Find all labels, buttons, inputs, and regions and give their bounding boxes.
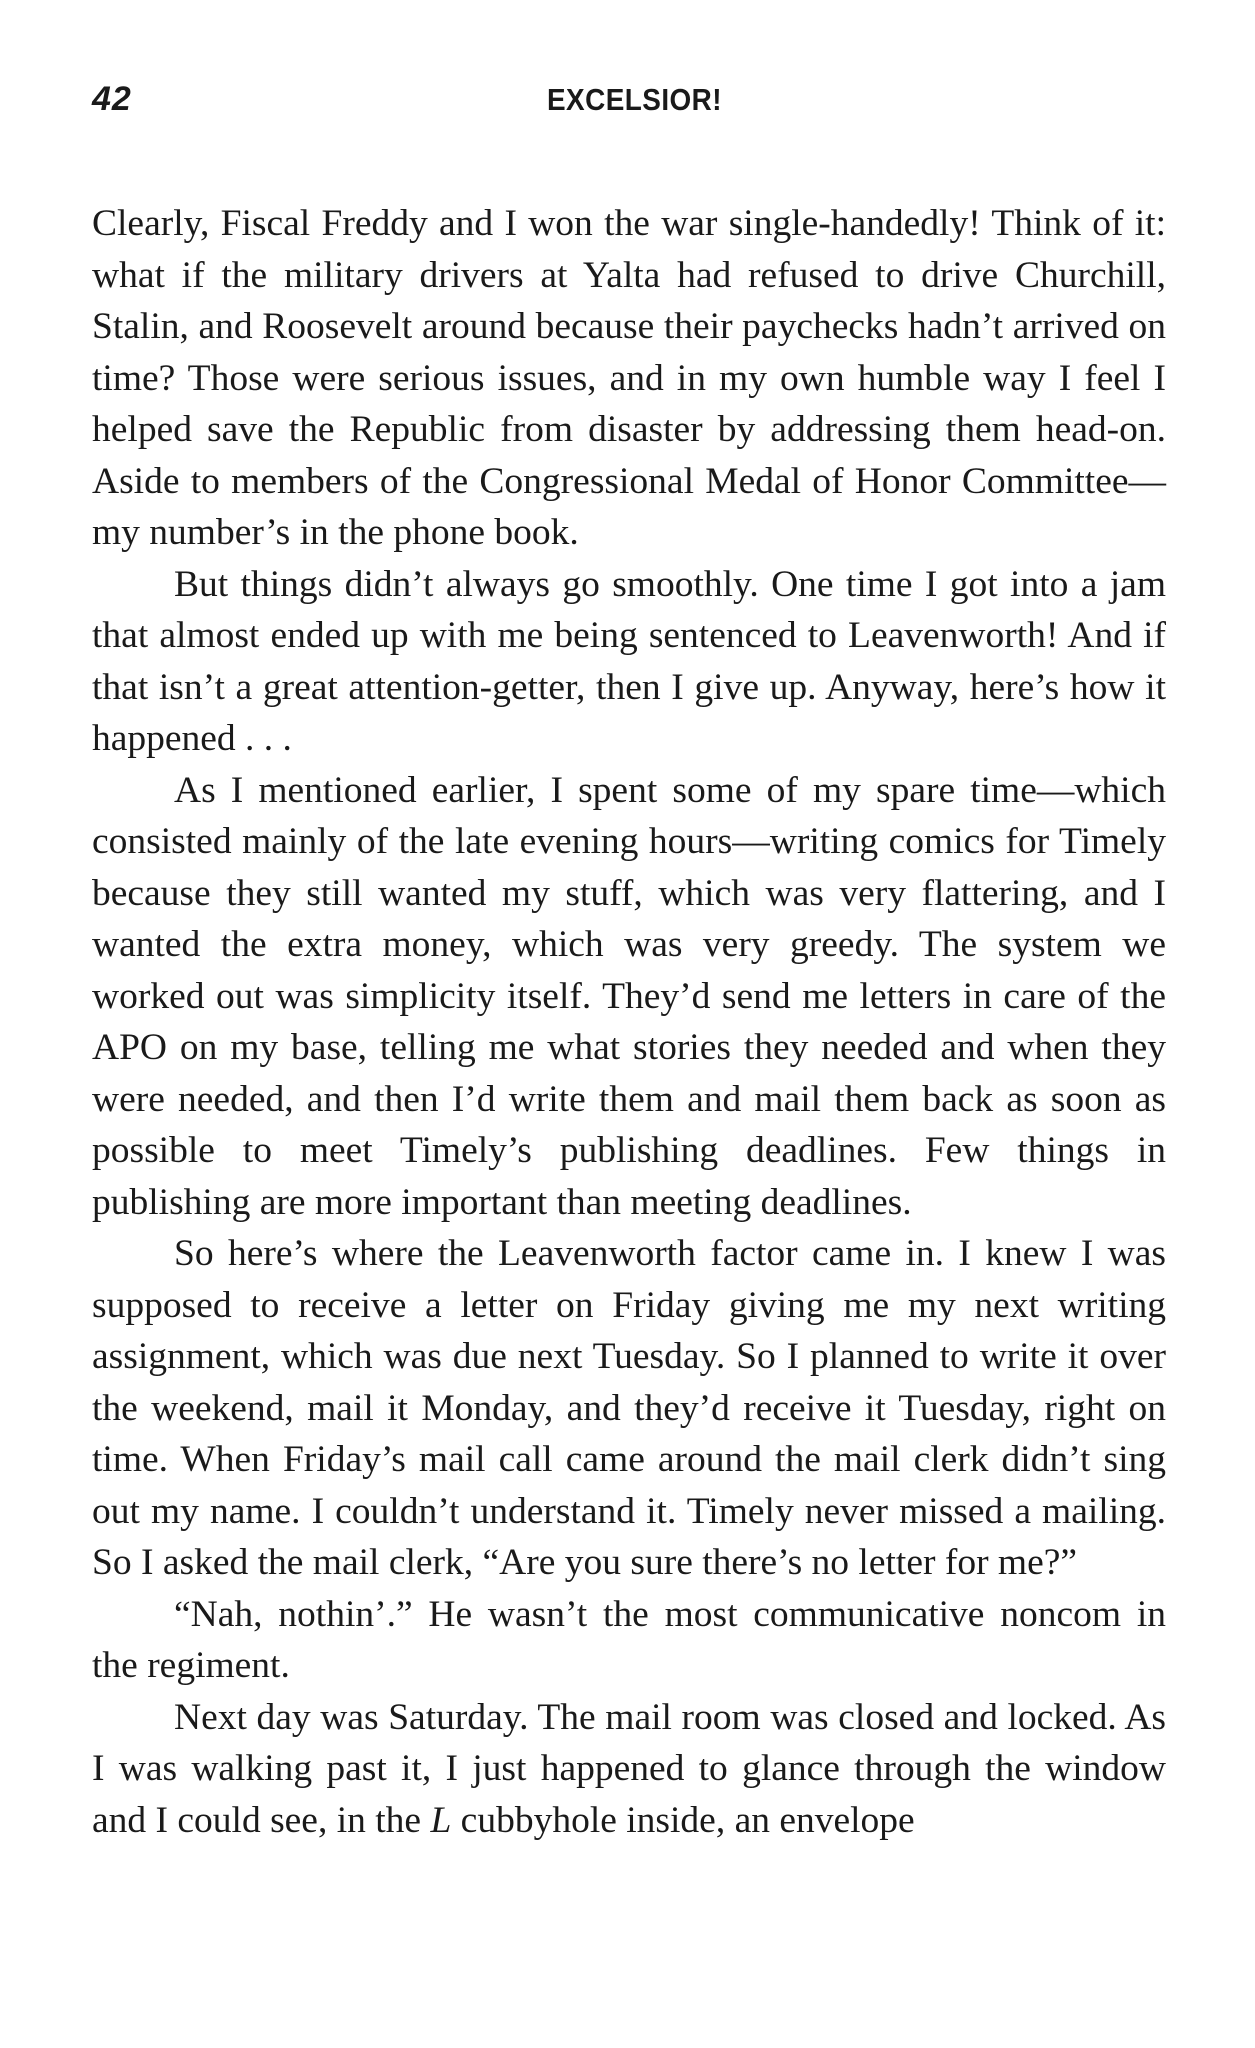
paragraph-6-emphasis: L <box>430 1799 452 1841</box>
running-header <box>92 80 1166 130</box>
paragraph-1: Clearly, Fiscal Freddy and I won the war single-handedly! Think of it: what if the military drivers at Yalta had refused to drive Churchill, Stalin, and Roosevelt around because their paychecks hadn’t arrived on time? Those were serious issues, and in my own humble way I feel I helped save the Republic from disaster by addressing them head-on. Aside to members of the Congressional Medal of Honor Committee—my number’s in the phone book. <box>92 203 1166 553</box>
paragraph-5: “Nah, nothin’.” He wasn’t the most communicative noncom in the regiment. <box>92 1593 1166 1686</box>
paragraph-6-text-after: cubbyhole inside, an envelope <box>451 1799 915 1841</box>
paragraph-6-text-before: Next day was Saturday. The mail room was closed and locked. As I was walking past it, I just happened to glance through the window and I could see, in the <box>92 1696 1166 1841</box>
paragraph-6 <box>92 1692 1166 1847</box>
paragraph-2: But things didn’t always go smoothly. One time I got into a jam that almost ended up with me being sentenced to Leavenworth! And if that isn’t a great attention-getter, then I give up. Anyway, here’s how it happened . . . <box>92 563 1166 759</box>
running-title: EXCELSIOR! <box>547 82 723 117</box>
body-text <box>92 198 1166 1846</box>
page-number: 42 <box>92 80 132 118</box>
paragraph-3: As I mentioned earlier, I spent some of my spare time—which consisted mainly of the late evening hours—writing comics for Timely because they still wanted my stuff, which was very flattering, and I wanted the extra money, which was very greedy. The system we worked out was simplicity itself. They’d send me letters in care of the APO on my base, telling me what stories they needed and when they were needed, and then I’d write them and mail them back as soon as possible to meet Timely’s publishing deadlines. Few things in publishing are more important than meeting deadlines. <box>92 769 1166 1223</box>
paragraph-4: So here’s where the Leavenworth factor came in. I knew I was supposed to receive a letter on Friday giving me my next writing assignment, which was due next Tuesday. So I planned to write it over the weekend, mail it Monday, and they’d receive it Tuesday, right on time. When Friday’s mail call came around the mail clerk didn’t sing out my name. I couldn’t understand it. Timely never missed a mailing. So I asked the mail clerk, “Are you sure there’s no letter for me?” <box>92 1233 1166 1583</box>
